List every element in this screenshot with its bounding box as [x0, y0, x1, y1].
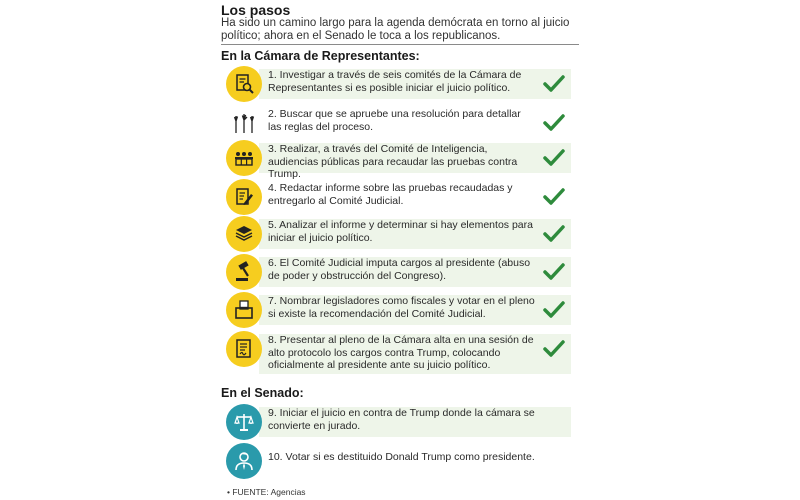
- step-3-text: 3. Realizar, a través del Comité de Inteligencia, audiencias públicas para recaudar las pruebas contra Trump.: [268, 143, 518, 180]
- infographic-subtitle: Ha sido un camino largo para la agenda demócrata en torno al juicio político; ahora en el Senado le toca a los republicanos.: [221, 17, 570, 42]
- committee-table-icon: [226, 140, 262, 176]
- check-icon: [543, 262, 565, 282]
- step-9-text: 9. Iniciar el juicio en contra de Trump donde la cámara se convierte en jurado.: [268, 407, 535, 432]
- section-house-heading: En la Cámara de Representantes:: [221, 49, 420, 63]
- step-5-text: 5. Analizar el informe y determinar si hay elementos para iniciar el juicio político.: [268, 219, 533, 244]
- step-4: [226, 179, 571, 215]
- check-icon: [543, 148, 565, 168]
- step-8: [226, 331, 571, 377]
- step-1: [226, 66, 571, 102]
- source-note: • FUENTE: Agencias: [227, 487, 306, 497]
- step-10-text: 10. Votar si es destituido Donald Trump como presidente.: [268, 451, 535, 463]
- pencil-document-icon: [226, 179, 262, 215]
- raised-hands-icon: [226, 105, 262, 141]
- step-7-text: 7. Nombrar legisladores como fiscales y votar en el pleno si existe la recomendación del Comité Judicial.: [268, 295, 535, 320]
- step-7: [226, 292, 571, 328]
- stack-papers-icon: [226, 216, 262, 252]
- check-icon: [543, 339, 565, 359]
- step-5: [226, 216, 571, 252]
- check-icon: [543, 113, 565, 133]
- check-icon: [543, 224, 565, 244]
- scales-icon: [226, 404, 262, 440]
- check-icon: [543, 187, 565, 207]
- step-10: [226, 443, 571, 479]
- infographic: [221, 0, 581, 500]
- step-2: [226, 105, 571, 141]
- president-icon: [226, 443, 262, 479]
- step-8-text: 8. Presentar al pleno de la Cámara alta en una sesión de alto protocolo los cargos contra Trump, colocando oficialmente al presidente ante su juicio político.: [268, 334, 534, 371]
- ballot-box-icon: [226, 292, 262, 328]
- divider: [221, 44, 579, 45]
- step-3: [226, 140, 571, 180]
- magnifier-document-icon: [226, 66, 262, 102]
- step-4-text: 4. Redactar informe sobre las pruebas recaudadas y entregarlo al Comité Judicial.: [268, 182, 513, 207]
- step-6-text: 6. El Comité Judicial imputa cargos al presidente (abuso de poder y obstrucción del Congreso).: [268, 257, 531, 282]
- step-1-text: 1. Investigar a través de seis comités de la Cámara de Representantes si es posible iniciar el juicio político.: [268, 69, 522, 94]
- check-icon: [543, 74, 565, 94]
- step-6: [226, 254, 571, 290]
- signed-document-icon: [226, 331, 262, 367]
- gavel-icon: [226, 254, 262, 290]
- section-senate-heading: En el Senado:: [221, 386, 304, 400]
- step-2-text: 2. Buscar que se apruebe una resolución para detallar las reglas del proceso.: [268, 108, 521, 133]
- step-9: [226, 404, 571, 440]
- check-icon: [543, 300, 565, 320]
- infographic-title: Los pasos: [221, 2, 291, 18]
